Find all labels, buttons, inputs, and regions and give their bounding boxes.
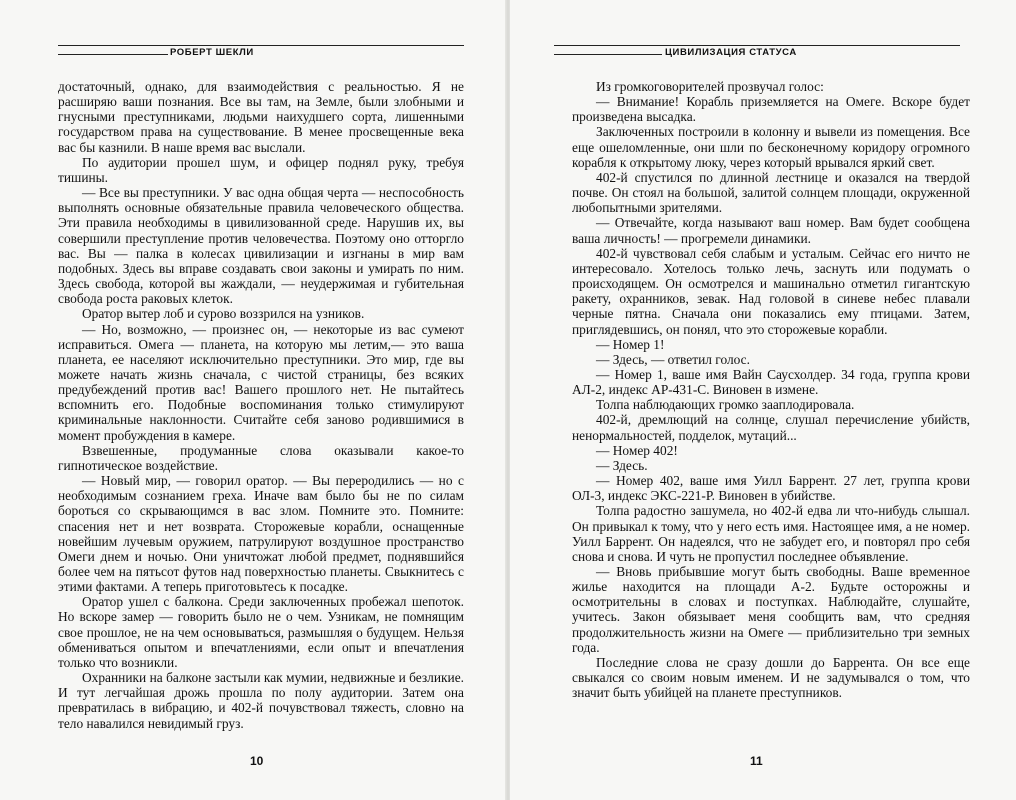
left-paragraph: Охранники на балконе застыли как мумии, недвижные и безликие. И тут легчайшая дрожь прошла по полу аудитории. Затем она превратилась в вибрацию, и 402-й почувствовал тяжесть, словно на тело навалился невидимый груз. bbox=[58, 670, 464, 731]
right-paragraph: — Номер 402! bbox=[596, 442, 678, 458]
left-paragraph: — Но, возможно, — произнес он, — некоторые из вас сумеют исправиться. Омега — планета, на которую мы летим,— это ваша планета, ее населяют исключительно преступники. Это мир, где вы можете начать жизнь сначала, с чистой страницы, без всяких предубеждений против вас! Вашего прошлого нет. Не пытайтесь вспомнить его. Подобные воспоминания только стимулируют криминальные наклонности. Считайте себя заново родившимися в момент пробуждения в камере. bbox=[58, 321, 464, 443]
right-paragraph: Из громкоговорителей прозвучал голос: bbox=[596, 79, 824, 94]
right-body-text bbox=[572, 79, 970, 700]
right-paragraph: — Номер 1, ваше имя Вайн Саусхолдер. 34 года, группа крови АЛ-2, индекс АР-431-С. Виновен в измене. bbox=[572, 366, 970, 398]
right-head-rule bbox=[554, 45, 960, 46]
right-paragraph: — Здесь, — ответил голос. bbox=[596, 351, 750, 367]
left-head-rule bbox=[58, 45, 464, 46]
left-paragraph: По аудитории прошел шум, и офицер поднял руку, требуя тишины. bbox=[58, 154, 464, 185]
right-paragraph: 402-й спустился по длинной лестнице и оказался на твердой почве. Он стоял на большой, залитой солнцем площади, окруженной любопытными зрителями. bbox=[572, 169, 970, 216]
right-paragraph: Толпа радостно зашумела, но 402-й едва ли что-нибудь слышал. Он привыкал к тому, что у него есть имя. Настоящее имя, а не номер. Уилл Баррент. Он надеялся, что не забудет его, и повторял про себя снова и снова. И чуть не пропустил последнее объявление. bbox=[572, 503, 970, 564]
left-running-title: РОБЕРТ ШЕКЛИ bbox=[170, 47, 254, 58]
left-paragraph: достаточный, однако, для взаимодействия с реальностью. Я не расширяю ваши познания. Все вы там, на Земле, были злобными и гнусными преступниками, людьми наихудшего сорта, лишенными государством права на существование. В менее просвещенные века вас бы казнили. В наше время вас выслали. bbox=[58, 79, 464, 155]
left-paragraph: — Новый мир, — говорил оратор. — Вы переродились — но с необходимым сознанием греха. Иначе вам было бы не по силам бороться со скрывающимся в вас злом. Помните это. Помните: спасения нет и нет возврата. Сторожевые корабли, оснащенные новейшим лучевым оружием, патрулируют воздушное пространство Омеги днем и ночью. Они уничтожат любой предмет, поднявшийся более чем на пятьсот футов над поверхностью планеты. Свыкнитесь с этими фактами. А теперь приготовьтесь к посадке. bbox=[58, 473, 464, 595]
left-paragraph: Взвешенные, продуманные слова оказывали какое-то гипнотическое воздействие. bbox=[58, 442, 464, 473]
right-page bbox=[510, 0, 1016, 800]
left-paragraph: Оратор вытер лоб и сурово воззрился на узников. bbox=[82, 306, 365, 322]
right-running-title: ЦИВИЛИЗАЦИЯ СТАТУСА bbox=[665, 47, 797, 58]
right-paragraph: — Номер 1! bbox=[596, 336, 665, 352]
right-paragraph: 402-й, дремлющий на солнце, слушал перечисление убийств, ненормальностей, подделок, мутаций... bbox=[572, 412, 970, 443]
left-paragraph: — Все вы преступники. У вас одна общая черта — неспособность выполнять основные обязательные правила человеческого общества. Эти правила необходимы в цивилизованной среде. Нарушив их, вы совершили преступление против человечества. Поэтому оно отторгло вас. Вы — палка в колесах цивилизации и изгнаны в мир вам подобных. Здесь вы вправе создавать свои законы и умирать по ним. Здесь свобода, которой вы жаждали, — неудержимая и губительная свобода роста раковых клеток. bbox=[58, 185, 464, 307]
right-paragraph: — Вновь прибывшие могут быть свободны. Ваше временное жилье находится на площади А-2. Будьте осторожны и осмотрительны в словах и поступках. Наблюдайте, слушайте, учитесь. Закон обязывает меня сообщить вам, что средняя продолжительность жизни на Омеге — приблизительно три земных года. bbox=[572, 564, 970, 655]
right-paragraph: Заключенных построили в колонну и вывели из помещения. Все еще ошеломленные, они шли по бесконечному коридору огромного корабля к открытому люку, через который врывался яркий свет. bbox=[572, 124, 970, 170]
right-paragraph: — Здесь. bbox=[596, 457, 648, 473]
right-paragraph: Толпа наблюдающих громко зааплодировала. bbox=[596, 397, 855, 413]
right-head-rule-short bbox=[554, 54, 662, 55]
left-paragraph: Оратор ушел с балкона. Среди заключенных пробежал шепоток. Но вскоре замер — говорить было не о чем. Узникам, не помнящим свое прошлое, не на чем основываться, размышляя о будущем. Нельзя обмениваться опытом и впечатлениями, если опыт и впечатления только что возникли. bbox=[58, 594, 464, 670]
left-page bbox=[0, 0, 506, 800]
right-page-number: 11 bbox=[750, 754, 763, 768]
left-body-text bbox=[58, 79, 464, 731]
left-head-rule-short bbox=[58, 54, 168, 55]
right-paragraph: — Внимание! Корабль приземляется на Омеге. Вскоре будет произведена высадка. bbox=[572, 94, 970, 125]
left-page-number: 10 bbox=[250, 754, 264, 768]
right-paragraph: — Отвечайте, когда называют ваш номер. Вам будет сообщена ваша личность! — прогремели динамики. bbox=[572, 215, 970, 246]
right-paragraph: — Номер 402, ваше имя Уилл Баррент. 27 лет, группа крови ОЛ-3, индекс ЭКС-221-Р. Виновен в убийстве. bbox=[572, 473, 970, 504]
right-running-head bbox=[510, 42, 1016, 56]
left-running-head bbox=[0, 42, 506, 56]
right-paragraph: 402-й чувствовал себя слабым и усталым. Сейчас его ничто не интересовало. Хотелось только лечь, заснуть или подумать о происходящем. Он осмотрелся и машинально отметил гигантскую ракету, охранников, зевак. Над головой в синеве небес плавали черные пятна. Сначала они показались ему птицами. Затем, приглядевшись, он понял, что это сторожевые корабли. bbox=[572, 245, 970, 337]
right-paragraph: Последние слова не сразу дошли до Баррента. Он все еще свыкался со своим новым именем. И не задумывался о том, что значит быть убийцей на планете преступников. bbox=[572, 654, 970, 701]
